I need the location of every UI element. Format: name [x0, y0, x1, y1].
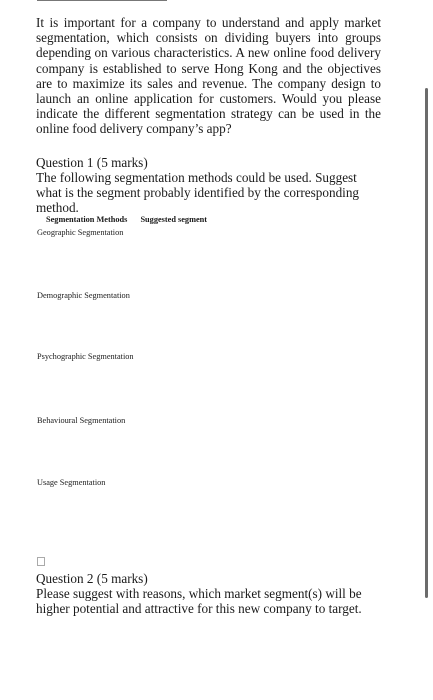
method-usage: Usage Segmentation: [37, 478, 106, 487]
question-1-body: The following segmentation methods could be used. Suggest what is the segment probably identified by the corresponding method.: [36, 170, 360, 215]
method-demographic: Demographic Segmentation: [37, 291, 130, 300]
question-2-title: Question 2 (5 marks): [36, 571, 148, 586]
question-2-body: Please suggest with reasons, which market segment(s) will be higher potential and attractive for this new company to target.: [36, 586, 362, 616]
checkbox-icon[interactable]: [37, 557, 45, 566]
method-psychographic: Psychographic Segmentation: [37, 352, 134, 361]
segmentation-table-header: [46, 215, 207, 225]
question-1-title: Question 1 (5 marks): [36, 155, 148, 170]
intro-paragraph: It is important for a company to understand and apply market segmentation, which consists on dividing buyers into groups depending on various characteristics. A new online food delivery company is established to serve Hong Kong and the objectives are to maximize its sales and revenue. The company design to launch an online application for customers. Would you please indicate the different segmentation strategy can be used in the online food delivery company’s app?: [36, 15, 381, 137]
method-geographic: Geographic Segmentation: [37, 228, 124, 237]
vertical-scrollbar[interactable]: [425, 88, 428, 598]
header-segmentation-methods: Segmentation Methods: [46, 215, 128, 224]
header-suggested-segment: Suggested segment: [140, 215, 208, 224]
method-behavioural: Behavioural Segmentation: [37, 416, 126, 425]
top-divider: [37, 0, 167, 1]
